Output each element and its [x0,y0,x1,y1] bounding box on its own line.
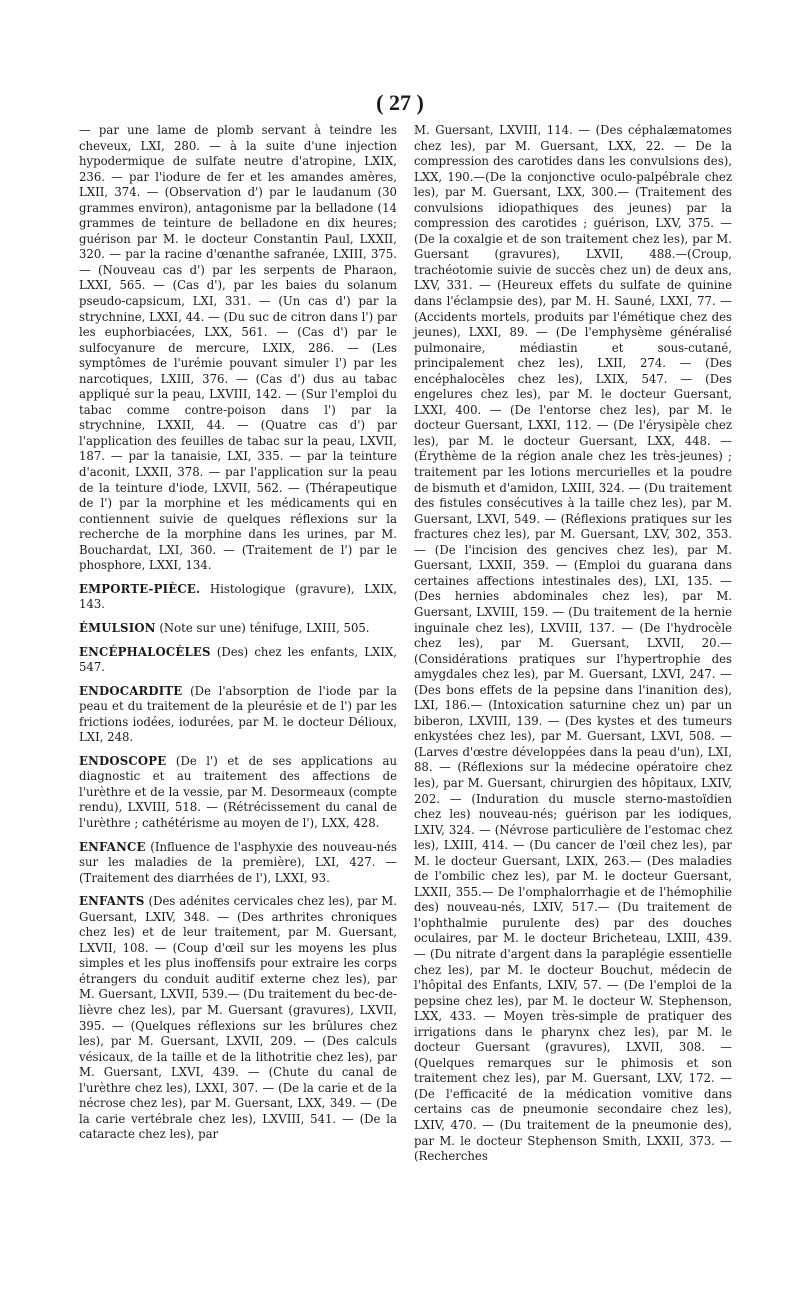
index-entry [79,894,397,1143]
entry-headword: ENFANCE [79,839,146,854]
index-entry [79,684,397,746]
entry-text: (Note sur une) ténifuge, LXIII, 505. [155,620,370,635]
left-column [79,123,397,1151]
entry-headword: EMPORTE-PIÈCE. [79,581,201,596]
entry-text: (Des) chez les enfants, LXIX, 547. [79,644,397,675]
entry-headword: ENCÉPHALOCÈLES [79,644,211,659]
entry-text: M. Guersant, LXVIII, 114. — (Des céphalæmatomes chez les), par M. Guersant, LXX, 22. — De la compression des carotides dans les convulsions des), LXX, 190.—(De la conjonctive oculo-palpébrale chez les), par M. Guersant, LXX, 300.— (Traitement des convulsions idiopathiques des jeunes) par la compression des carotides ; guérison, LXV, 375. — (De la coxalgie et de son traitement chez les), par M. Guersant (gravures), LXVII, 488.—(Croup, trachéotomie suivie de succès chez un) de deux ans, LXV, 331. — (Heureux effets du sulfate de quinine dans l'éclampsie des), par M. H. Sauné, LXXI, 77. — (Accidents mortels, produits par l'émétique chez des jeunes), LXXI, 89. — (De l'emphysème généralisé pulmonaire, médiastin et sous-cutané, principalement chez les), LXII, 274. — (Des encéphalocèles chez les), LXIX, 547. — (Des engelures chez les), par M. le docteur Guersant, LXXI, 400. — (De l'entorse chez les), par M. le docteur Guersant, LXXI, 112. — (De l'érysipèle chez les), par M. le docteur Guersant, LXX, 448. — (Érythème de la région anale chez les très-jeunes) ; traitement par les lotions mercurielles et la poudre de bismuth et d'amidon, LXIII, 324. — (Du traitement des fistules consécutives à la taille chez les), par M. Guersant, LXVI, 549. — (Réflexions pratiques sur les fractures chez les), par M. Guersant, LXV, 302, 353. — (De l'incision des gencives chez les), par M. Guersant, LXXII, 359. — (Emploi du guarana dans certaines affections intestinales des), LXI, 135. — (Des hernies abdominales chez les), par M. Guersant, LXVIII, 159. — (Du traitement de la hernie inguinale chez les), LXVIII, 137. — (De l'hydrocèle chez les), par M. Guersant, LXVII, 20.— (Considérations pratiques sur l'hypertrophie des amygdales chez les), par M. Guersant, LXVI, 247. — (Des bons effets de la pepsine dans l'inanition des), LXI, 186.— (Intoxication saturnine chez un) par un biberon, LXVIII, 139. — (Des kystes et des tumeurs enkystées chez les), par M. Guersant, LXVI, 508. — (Larves d'œstre développées dans la peau d'un), LXI, 88. — (Réflexions sur la médecine opératoire chez les), par M. Guersant, chirurgien des hôpitaux, LXIV, 202. — (Induration du muscle sterno-mastoïdien chez les) nouveau-nés; guérison par les iodiques, LXIV, 324. — (Névrose particulière de l'estomac chez les), LXIII, 414. — (Du cancer de l'œil chez les), par M. le docteur Guersant, LXIX, 263.— (Des maladies de l'ombilic chez les), par M. le docteur Guersant, LXXII, 355.— De l'omphalorrhagie et de l'hémophilie des) nouveau-nés, LXIV, 517.— (Du traitement de l'ophthalmie purulente des) par des douches oculaires, par M. le docteur Bricheteau, LXIII, 439. — (Du nitrate d'argent dans la paraplégie essentielle chez les), par M. le docteur Bouchut, médecin de l'hôpital des Enfants, LXIV, 57. — (De l'emploi de la pepsine chez les), par M. le docteur W. Stephenson, LXX, 433. — Moyen très-simple de pratiquer des irrigations dans le pharynx chez les), par M. le docteur Guersant (gravures), LXVII, 308. — (Quelques remarques sur le phimosis et son traitement chez les), par M. Guersant, LXV, 172. — (De l'efficacité de la médication vomitive dans certains cas de pneumonie secondaire chez les), LXIV, 470. — (Du traitement de la pneumonie des), par M. le docteur Stephenson Smith, LXXII, 373. — (Recherches [414,123,732,1164]
index-entry [79,621,397,637]
entry-text: (Influence de l'asphyxie des nouveau-nés sur les maladies de la première), LXI, 427. — (Traitement des diarrhées de l'), LXXI, 93. [79,839,397,885]
index-entry [79,123,397,574]
entry-text: Histologique (gravure), LXIX, 143. [79,581,397,612]
entry-headword: ENDOSCOPE [79,753,167,768]
index-entry [414,123,732,1165]
entry-text: (De l') et de ses applications au diagnostic et au traitement des affections de l'urèthre et de la vessie, par M. Desormeaux (compte rendu), LXVIII, 518. — (Rétrécissement du canal de l'urèthre ; cathétérisme au moyen de l'), LXX, 428. [79,753,397,830]
index-entry [79,754,397,832]
index-entry [79,582,397,613]
entry-text: (De l'absorption de l'iode par la peau et du traitement de la pleurésie et de l') par les frictions iodées, iodurées, par M. le docteur Délioux, LXI, 248. [79,683,397,745]
entry-headword: ENFANTS [79,894,145,909]
right-column [414,123,732,1173]
index-entry [79,840,397,887]
entry-headword: ENDOCARDITE [79,683,183,698]
entry-text: (Des adénites cervicales chez les), par M. Guersant, LXIV, 348. — (Des arthrites chroniques chez les) et de leur traitement, par M. Guersant, LXVII, 108. — (Coup d'œil sur les moyens les plus simples et les plus inoffensifs pour extraire les corps étrangers du conduit auditif externe chez les), par M. Guersant, LXVII, 539.— (Du traitement du bec-de-lièvre chez les), par M. Guersant (gravures), LXVII, 395. — (Quelques réflexions sur les brûlures chez les), par M. Guersant, LXVII, 209. — (Des calculs vésicaux, de la taille et de la lithotritie chez les), par M. Guersant, LXVI, 439. — (Chute du canal de l'urèthre chez les), LXXI, 307. — (De la carie et de la nécrose chez les), par M. Guersant, LXX, 349. — (De la carie vertébrale chez les), LXVIII, 541. — (De la cataracte chez les), par [79,894,397,1142]
entry-headword: ÉMULSION [79,620,156,635]
index-entry [79,645,397,676]
entry-text: — par une lame de plomb servant à teindre les cheveux, LXI, 280. — à la suite d'une injection hypodermique de sulfate neutre d'atropine, LXIX, 236. — par l'iodure de fer et les amandes amères, LXII, 374. — (Observation d') par le laudanum (30 grammes environ), antagonisme par la belladone (14 grammes de teinture de belladone en dix heures; guérison par M. le docteur Constantin Paul, LXXII, 320. — par la racine d'œnanthe safranée, LXIII, 375. — (Nouveau cas d') par les serpents de Pharaon, LXXI, 565. — (Cas d'), par les baies du solanum pseudo-capsicum, LXI, 331. — (Un cas d') par la strychnine, LXXI, 44. — (Du suc de citron dans l') par les euphorbiacées, LXX, 561. — (Cas d') par le sulfocyanure de mercure, LXIX, 286. — (Les symptômes de l'urémie pouvant simuler l') par les narcotiques, LXIII, 376. — (Cas d') dus au tabac appliqué sur la peau, LXVIII, 142. — (Sur l'emploi du tabac comme contre-poison dans l') par la strychnine, LXXII, 44. — (Quatre cas d') par l'application des feuilles de tabac sur la peau, LXVII, 187. — par la tanaisie, LXI, 335. — par la teinture d'aconit, LXXII, 378. — par l'application sur la peau de la teinture d'iode, LXVII, 562. — (Thérapeutique de l') par la morphine et les médicaments qui en contiennent suivie de quelques réflexions sur la recherche de la morphine dans les urines, par M. Bouchardat, LXI, 360. — (Traitement de l') par le phosphore, LXXI, 134. [79,123,397,573]
page-number: ( 27 ) [376,90,424,115]
